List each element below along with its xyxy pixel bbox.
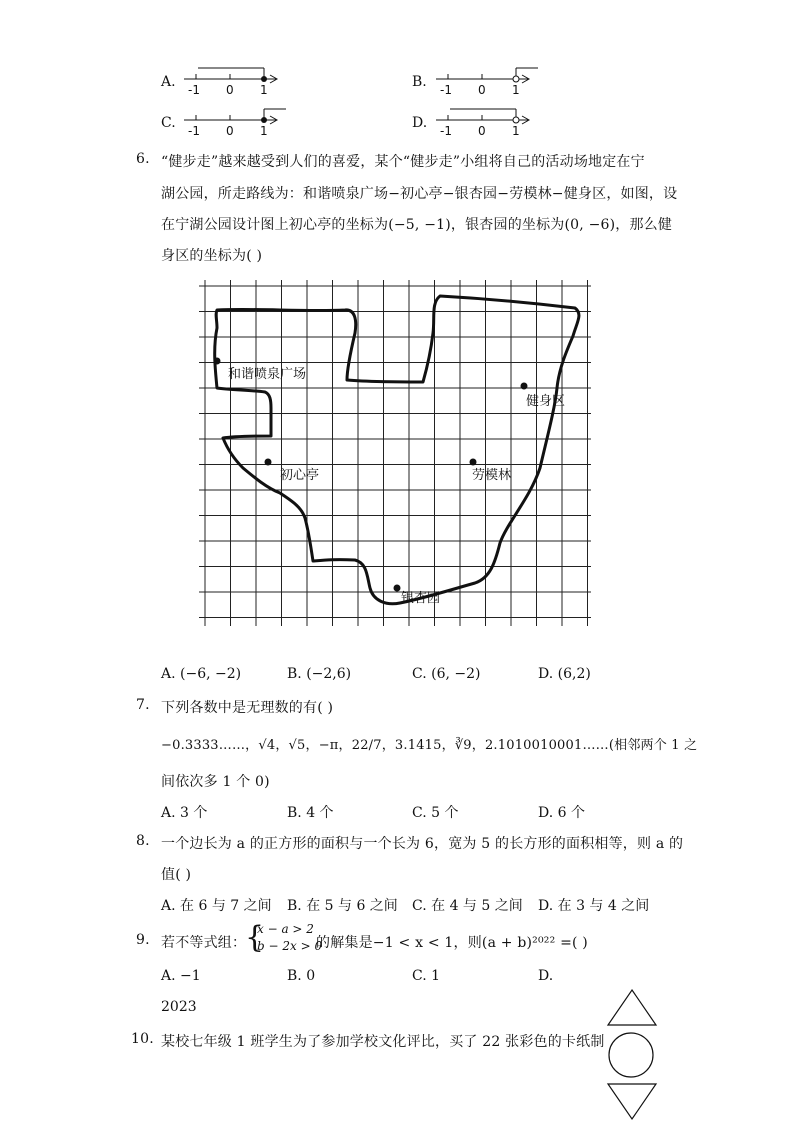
- tick-label-0: 0: [226, 83, 234, 97]
- q8-number: 8.: [136, 833, 150, 849]
- q6-line-3: 在宁湖公园设计图上初心亭的坐标为(−5, −1)，银杏园的坐标为(0, −6)，那么健: [161, 217, 673, 233]
- map-grid: [199, 280, 591, 626]
- q7-option-c: C. 5 个: [412, 805, 459, 821]
- q6-option-c: C. (6, −2): [412, 666, 481, 682]
- q6-line-4: 身区的坐标为( ): [161, 248, 263, 264]
- q5-option-c-letter: C.: [161, 115, 176, 131]
- fitness-label: 健身区: [526, 394, 566, 409]
- labor-forest-label: 劳模林: [472, 468, 512, 483]
- tick-label-1: 1: [260, 124, 268, 138]
- fountain-point: [214, 358, 221, 365]
- q6-option-a: A. (−6, −2): [161, 666, 242, 682]
- ginkgo-label: 银杏园: [401, 591, 441, 606]
- tick-label-neg1: -1: [440, 124, 452, 138]
- tick-label-0: 0: [478, 124, 486, 138]
- tick-label-1: 1: [512, 83, 520, 97]
- q10-number: 10.: [131, 1031, 154, 1047]
- q9-option-b: B. 0: [287, 968, 316, 984]
- q7-numbers-line: −0.3333……，√4，√5，−π，22/7，3.1415，∛9，2.1010010001……(相邻两个 1 之: [161, 738, 698, 753]
- q9-system-bottom: b − 2x > 0: [257, 939, 323, 953]
- q10-line-1: 某校七年级 1 班学生为了参加学校文化评比，买了 22 张彩色的卡纸制: [161, 1034, 605, 1050]
- q9-suffix: 的解集是−1 < x < 1，则(a + b)²⁰²² =( ): [316, 935, 588, 951]
- q9-option-a: A. −1: [161, 968, 201, 984]
- q5-numberline-b: [432, 62, 542, 102]
- q8-option-b: B. 在 5 与 6 之间: [287, 898, 398, 914]
- q9-number: 9.: [136, 932, 150, 948]
- tick-label-neg1: -1: [188, 124, 200, 138]
- tick-label-neg1: -1: [188, 83, 200, 97]
- q8-line-1: 一个边长为 a 的正方形的面积与一个长为 6，宽为 5 的长方形的面积相等，则 a 的: [161, 836, 684, 852]
- tick-label-0: 0: [478, 83, 486, 97]
- tick-label-1: 1: [512, 124, 520, 138]
- fitness-point: [521, 383, 528, 390]
- circle-icon[interactable]: [606, 1031, 656, 1079]
- q7-stem: 下列各数中是无理数的有( ): [161, 700, 334, 716]
- q9-option-d: D.: [538, 968, 554, 984]
- q6-option-d: D. (6,2): [538, 666, 591, 682]
- q7-numbers-line-2: 间依次多 1 个 0): [161, 774, 270, 790]
- q7-option-a: A. 3 个: [161, 805, 208, 821]
- pavilion-point: [265, 459, 272, 466]
- q5-option-a-letter: A.: [161, 74, 176, 90]
- q6-option-b: B. (−2,6): [287, 666, 352, 682]
- q5-numberline-c: [180, 103, 290, 143]
- q8-line-2: 值( ): [161, 867, 192, 883]
- q7-number: 7.: [136, 697, 150, 713]
- q5-option-d-letter: D.: [412, 115, 428, 131]
- q9-prefix: 若不等式组：: [161, 935, 247, 951]
- park-map: [195, 278, 595, 630]
- q8-option-d: D. 在 3 与 4 之间: [538, 898, 650, 914]
- fountain-label: 和谐喷泉广场: [228, 367, 307, 382]
- q6-number: 6.: [136, 151, 150, 167]
- labor-forest-point: [470, 459, 477, 466]
- tick-label-neg1: -1: [440, 83, 452, 97]
- tick-label-0: 0: [226, 124, 234, 138]
- walking-route: [215, 296, 579, 604]
- tick-label-1: 1: [260, 83, 268, 97]
- q7-option-b: B. 4 个: [287, 805, 334, 821]
- q9-brace: {: [245, 920, 265, 955]
- q8-option-a: A. 在 6 与 7 之间: [161, 898, 272, 914]
- q6-line-2: 湖公园，所走路线为：和谐喷泉广场−初心亭−银杏园−劳模林−健身区，如图，设: [161, 186, 678, 202]
- triangle-down-icon[interactable]: [606, 1081, 658, 1121]
- q9-system-top: x − a > 2: [257, 922, 314, 936]
- pavilion-label: 初心亭: [280, 468, 320, 483]
- q5-numberline-a: [180, 62, 290, 102]
- q8-option-c: C. 在 4 与 5 之间: [412, 898, 523, 914]
- q5-numberline-d: [432, 103, 542, 143]
- triangle-up-icon[interactable]: [606, 988, 658, 1028]
- q9-option-c: C. 1: [412, 968, 441, 984]
- q6-line-1: “健步走”越来越受到人们的喜爱，某个“健步走”小组将自己的活动场地定在宁: [161, 154, 645, 170]
- q7-option-d: D. 6 个: [538, 805, 585, 821]
- q5-option-b-letter: B.: [412, 74, 427, 90]
- ginkgo-point: [394, 585, 401, 592]
- q9-option-d-value: 2023: [161, 999, 197, 1015]
